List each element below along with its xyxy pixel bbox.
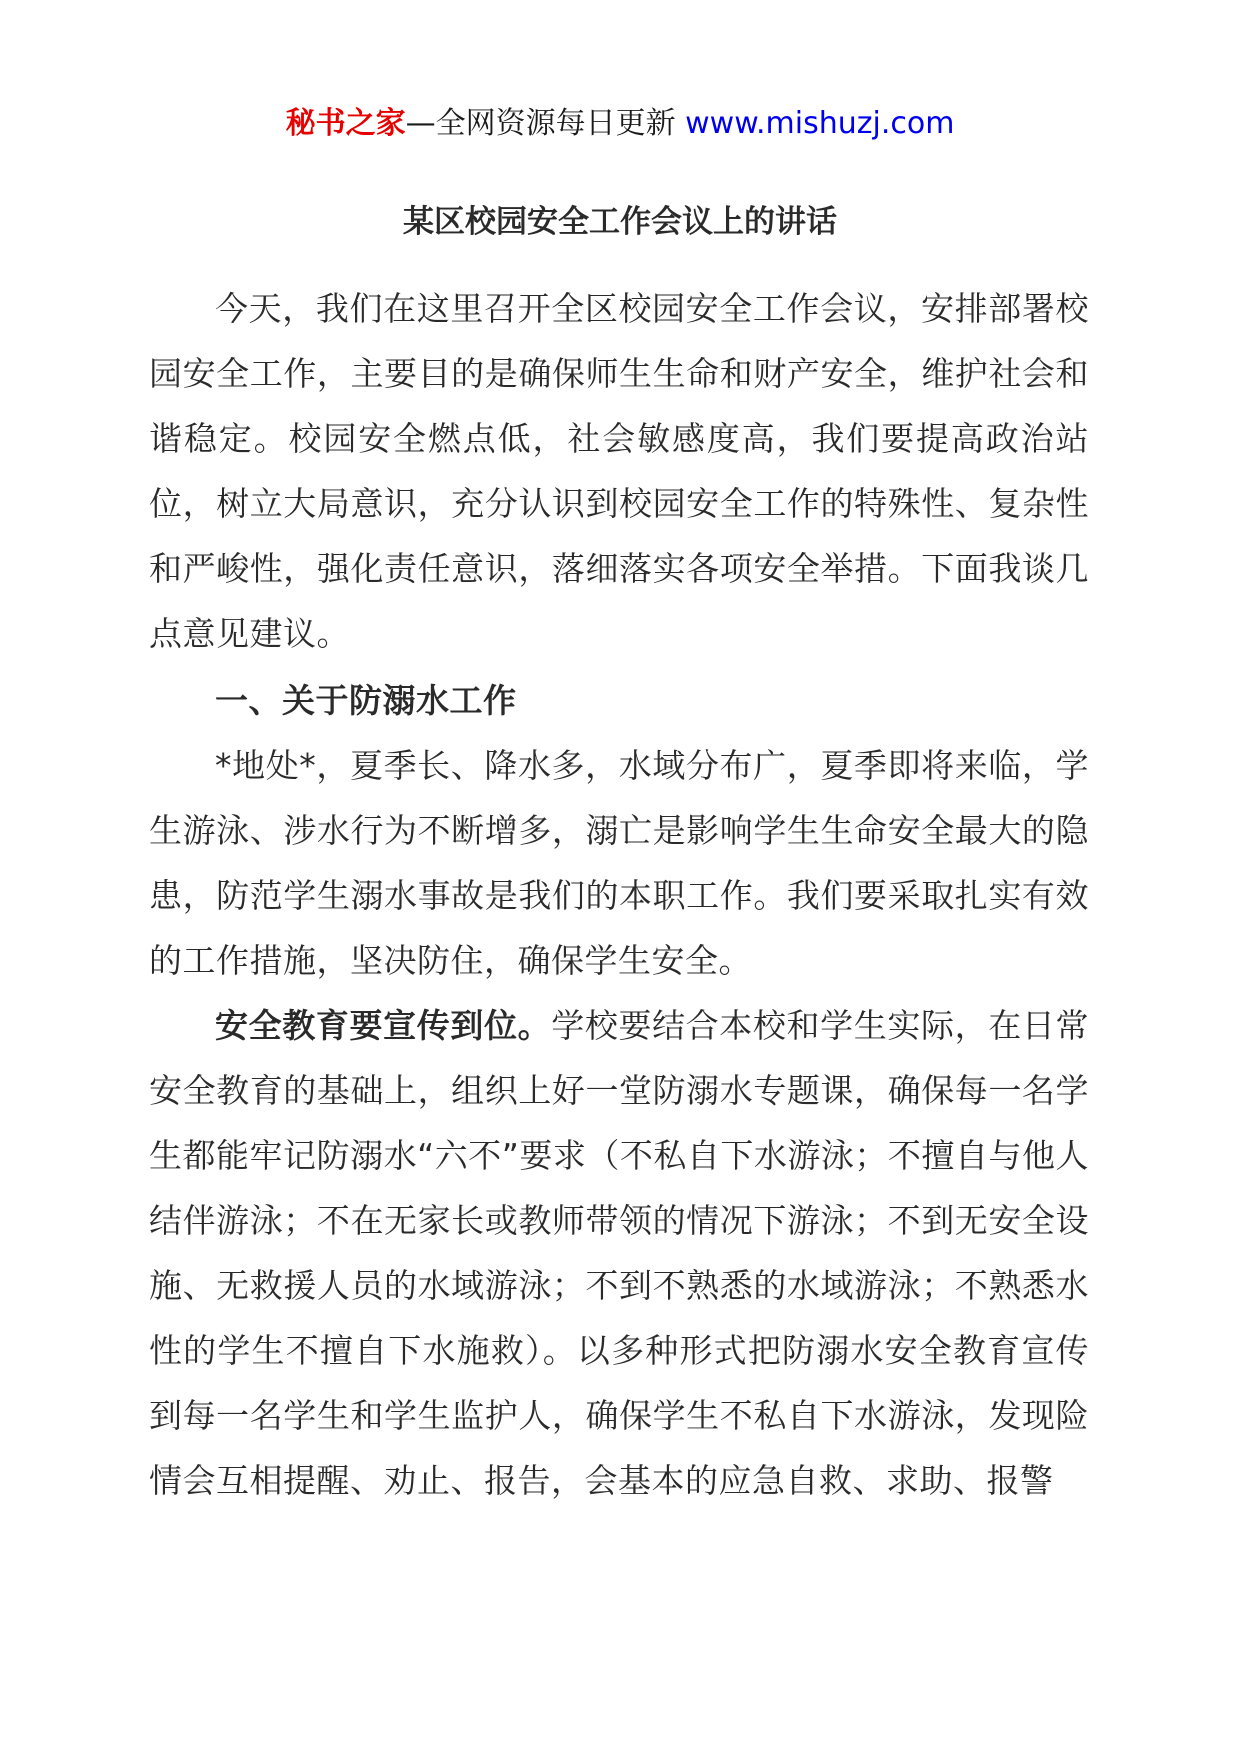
document-title: 某区校园安全工作会议上的讲话 bbox=[403, 204, 837, 240]
section-heading: 一、关于防溺水工作 bbox=[215, 681, 517, 720]
paragraph-lead: 安全教育要宣传到位。 bbox=[215, 1006, 552, 1045]
brand-name: 秘书之家 bbox=[285, 106, 406, 141]
site-tagline: —全网资源每日更新 bbox=[405, 106, 676, 141]
site-header bbox=[0, 102, 1240, 146]
section-paragraph: *地处*，夏季长、降水多，水域分布广，夏季即将来临，学生游泳、涉水行为不断增多，溺亡是影响学生生命安全最大的隐患，防范学生溺水事故是我们的本职工作。我们要采取扎实有效的工作措施，坚决防住，确保学生安全。 bbox=[149, 746, 1089, 980]
intro-paragraph: 今天，我们在这里召开全区校园安全工作会议，安排部署校园安全工作，主要目的是确保师生生命和财产安全，维护社会和谐稳定。校园安全燃点低，社会敏感度高，我们要提高政治站位，树立大局意识，充分认识到校园安全工作的特殊性、复杂性和严峻性，强化责任意识，落细落实各项安全举措。下面我谈几点意见建议。 bbox=[149, 289, 1089, 653]
paragraph-text: 学校要结合本校和学生实际，在日常安全教育的基础上，组织上好一堂防溺水专题课，确保每一名学生都能牢记防溺水“六不”要求（不私自下水游泳；不擅自与他人结伴游泳；不在无家长或教师带领的情况下游泳；不到无安全设施、无救援人员的水域游泳；不到不熟悉的水域游泳；不熟悉水性的学生不擅自下水施救）。以多种形式把防溺水安全教育宣传到每一名学生和学生监护人，确保学生不私自下水游泳，发现险情会互相提醒、劝止、报告，会基本的应急自救、求助、报警 bbox=[149, 1006, 1090, 1500]
document-body bbox=[149, 276, 1089, 1513]
site-url-link[interactable]: www.mishuzj.com bbox=[685, 106, 955, 141]
education-paragraph bbox=[149, 993, 1089, 1513]
